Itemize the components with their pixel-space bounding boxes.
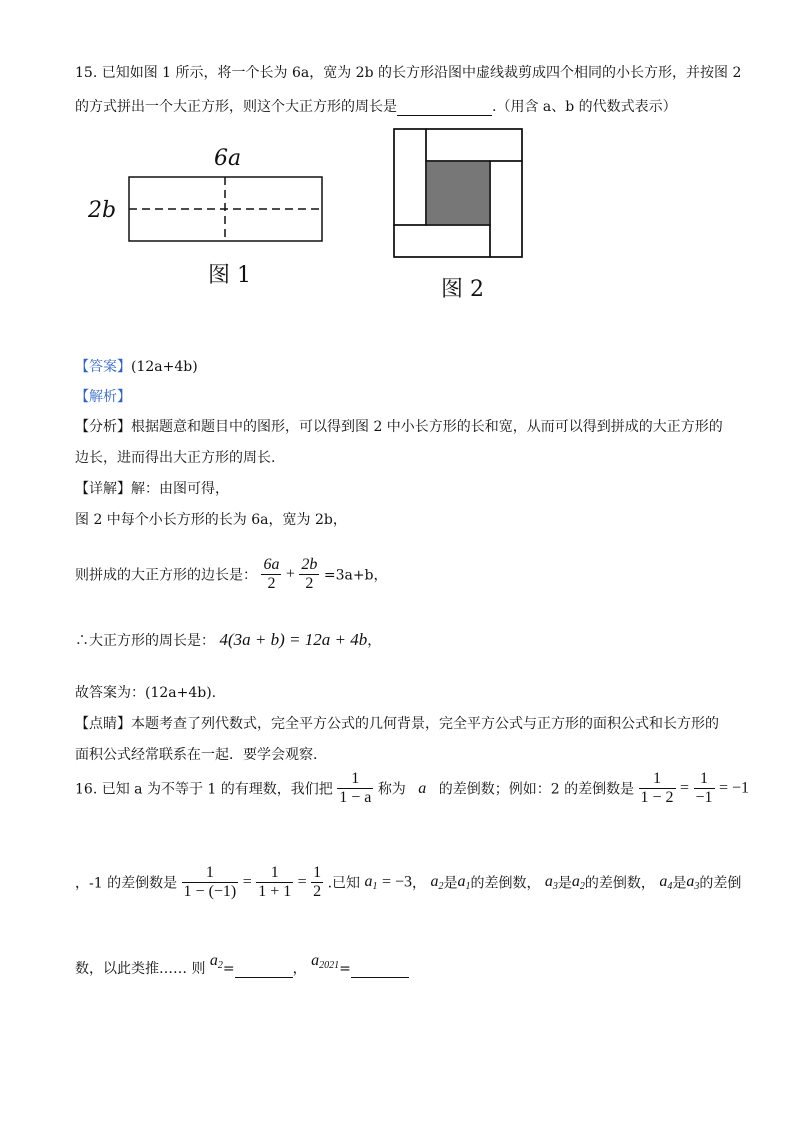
fig1-rectangle — [128, 176, 324, 244]
q16-line1: 16. 已知 a 为不等于 1 的有理数，我们把 $\frac{1}{1 - a}$ 称为 a 的差倒数；例如：2 的差倒数是 $\frac{1}{1 - 2}$ = $\frac{1}{-1}$ = −1 — [75, 770, 750, 806]
answer-line: 【答案】(12a+4b) — [75, 359, 198, 375]
fraction-2b-over-2: $\frac{2b}{2}$ — [301, 556, 318, 592]
q15-line2: 的方式拼出一个大正方形，则这个大正方形的周长是 .（用含 a、b 的代数式表示） — [75, 99, 677, 115]
fraction-example-2c: $\frac{1}{2}$ — [313, 864, 322, 900]
side-length-line: 则拼成的大正方形的边长是： $\frac{6a}{2}$ + $\frac{2b}{2}$ =3a+b， — [75, 556, 388, 592]
q16-line2: ，-1 的差倒数是 $\frac{1}{1 - (-1)}$ = $\frac{1}{1 + 1}$ = $\frac{1}{2}$ .已知 $a_1 = -3$， $a_2$是$a_1$的差倒数， $a_3$是$a_2$的差倒数， $a_4$是$a_3$的差倒 — [75, 864, 742, 900]
detail-line: 图 2 中每个小长方形的长为 6a，宽为 2b， — [75, 512, 347, 528]
a2021-answer-blank[interactable] — [351, 961, 409, 978]
fig2-square — [393, 128, 525, 260]
final-answer: 故答案为：(12a+4b). — [75, 685, 217, 701]
fenxi-line2: 边长，进而得出大正方形的周长. — [75, 450, 276, 466]
fraction-6a-over-2: $\frac{6a}{2}$ — [263, 556, 280, 592]
fraction-example-2: $\frac{1}{1 - (-1)}$ — [183, 864, 237, 900]
perimeter-line: ∴大正方形的周长是： 4(3a + b) = 12a + 4b， — [75, 630, 382, 649]
fraction-example-1b: $\frac{1}{-1}$ — [695, 770, 713, 806]
fig1-caption: 图 1 — [208, 263, 251, 288]
q15-line1: 15. 已知如图 1 所示，将一个长为 6a，宽为 2b 的长方形沿图中虚线裁剪成四个相同的小长方形，并按图 2 — [75, 65, 742, 81]
fraction-example-2b: $\frac{1}{1 + 1}$ — [258, 864, 292, 900]
perimeter-expression: 4(3a + b) = 12a + 4b — [219, 630, 368, 649]
answer-blank[interactable] — [397, 99, 492, 116]
fraction-definition: $\frac{1}{1 - a}$ — [339, 770, 372, 806]
fig1-side-label: 2b — [88, 198, 117, 223]
fenxi-line1: 【分析】根据题意和题目中的图形，可以得到图 2 中小长方形的长和宽，从而可以得到拼成的大正方形的 — [75, 419, 723, 435]
fraction-example-1: $\frac{1}{1 - 2}$ — [640, 770, 674, 806]
analysis-tag: 【解析】 — [75, 389, 131, 405]
a2-answer-blank[interactable] — [235, 961, 293, 978]
dianjing-line2: 面积公式经常联系在一起．要学会观察. — [75, 747, 318, 763]
q16-line3: 数，以此类推…… 则 $a_2=$ ， $a_{2021}=$ — [75, 958, 409, 979]
dianjing-line1: 【点睛】本题考查了列代数式，完全平方公式的几何背景，完全平方公式与正方形的面积公式和长方形的 — [75, 716, 719, 732]
fig2-caption: 图 2 — [441, 277, 484, 302]
fig1-top-label: 6a — [214, 146, 242, 171]
xiangjie-line: 【详解】解：由图可得， — [75, 481, 229, 497]
